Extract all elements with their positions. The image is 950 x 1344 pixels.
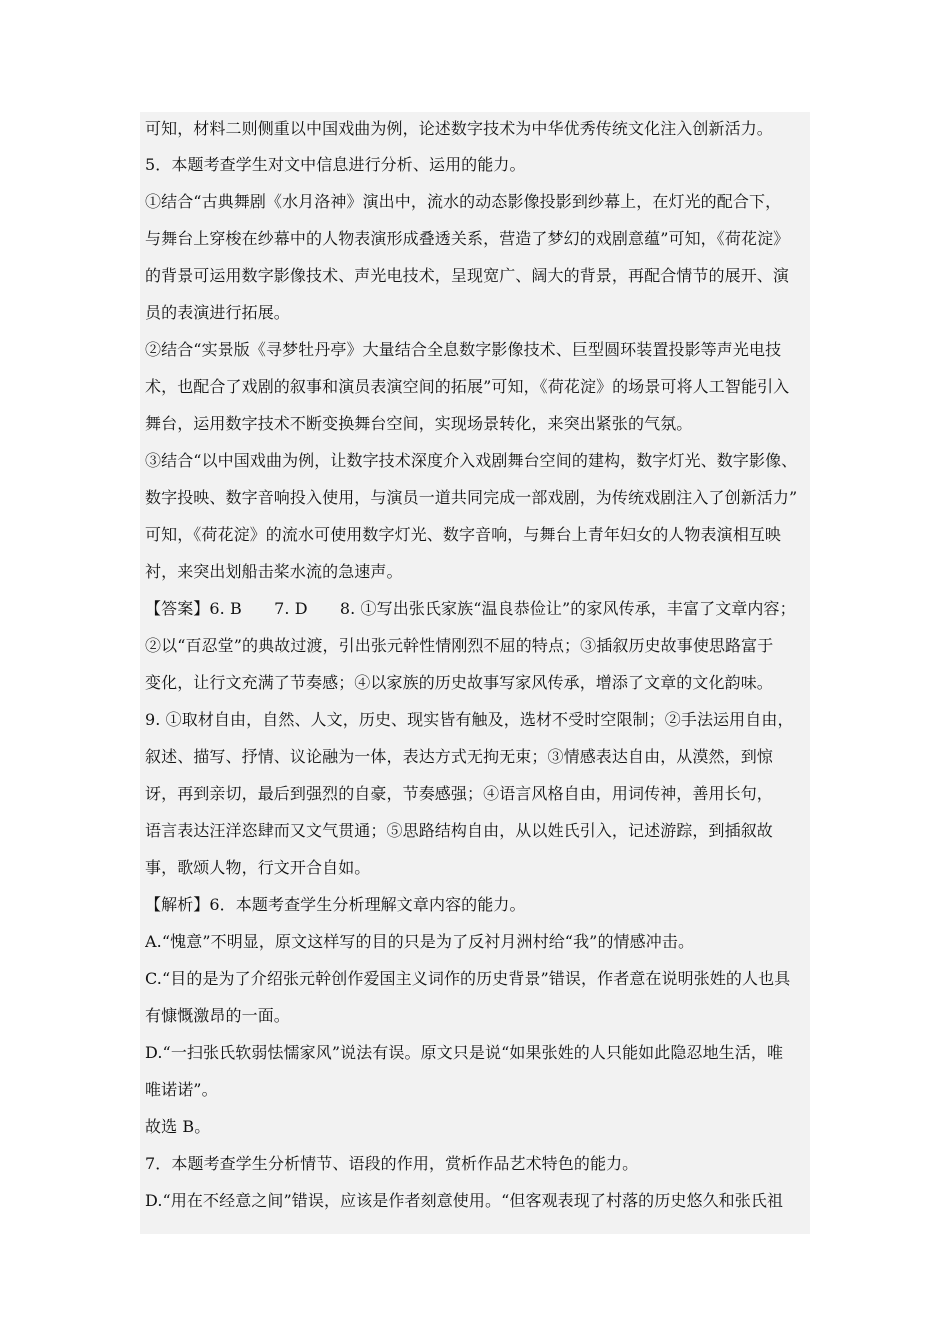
text-line: 衬，来突出划船击桨水流的急速声。 [145,562,403,581]
text-line: 唯诺诺”。 [145,1080,218,1099]
answer-analysis-text-block [140,112,810,1234]
text-line: A.“愧意”不明显，原文这样写的目的只是为了反衬月洲村给“我”的情感冲击。 [145,932,695,951]
text-line: 5．本题考查学生对文中信息进行分析、运用的能力。 [145,155,526,174]
text-line: 9. ①取材自由，自然、人文，历史、现实皆有触及，选材不受时空限制；②手法运用自由， [145,710,794,729]
text-line: D.“一扫张氏软弱怯懦家风”说法有误。原文只是说“如果张姓的人只能如此隐忍地生活，唯 [145,1043,784,1062]
text-line: 有慷慨激昂的一面。 [145,1006,290,1025]
text-line: 7．本题考查学生分析情节、语段的作用，赏析作品艺术特色的能力。 [145,1154,639,1173]
text-line: 语言表达汪洋恣肆而又文气贯通；⑤思路结构自由，从以姓氏引入，记述游踪，到插叙故 [145,821,773,840]
text-line: 员的表演进行拓展。 [145,303,290,322]
text-line: 叙述、描写、抒情、议论融为一体，表达方式无拘无束；③情感表达自由，从漠然，到惊 [145,747,773,766]
text-line: 讶，再到亲切，最后到强烈的自豪，节奏感强；④语言风格自由，用词传神，善用长句， [145,784,773,803]
text-line: C.“目的是为了介绍张元幹创作爱国主义词作的历史背景”错误，作者意在说明张姓的人也具 [145,969,791,988]
text-line: ②以“百忍堂”的典故过渡，引出张元幹性情刚烈不屈的特点；③插叙历史故事使思路富于 [145,636,774,655]
text-line: 可知，材料二则侧重以中国戏曲为例，论述数字技术为中华优秀传统文化注入创新活力。 [145,119,773,138]
text-line: 可知，《荷花淀》的流水可使用数字灯光、数字音响，与舞台上青年妇女的人物表演相互映 [145,525,782,544]
text-line: 【答案】6. B 7. D 8. ①写出张氏家族“温良恭俭让”的家风传承，丰富了文章内容； [145,599,796,618]
text-line: 故选 B。 [145,1117,211,1136]
text-line: 与舞台上穿梭在纱幕中的人物表演形成叠透关系，营造了梦幻的戏剧意蕴”可知，《荷花淀》 [145,229,790,248]
text-line: 术，也配合了戏剧的叙事和演员表演空间的拓展”可知，《荷花淀》的场景可将人工智能引入 [145,377,790,396]
text-line: D.“用在不经意之间”错误，应该是作者刻意使用。“但客观表现了村落的历史悠久和张氏祖 [145,1191,784,1210]
text-line: 舞台，运用数字技术不断变换舞台空间，实现场景转化，来突出紧张的气氛。 [145,414,693,433]
text-line: ①结合“古典舞剧《水月洛神》演出中，流水的动态影像投影到纱幕上，在灯光的配合下， [145,192,782,211]
text-line: ②结合“实景版《寻梦牡丹亭》大量结合全息数字影像技术、巨型圆环装置投影等声光电技 [145,340,782,359]
text-line: 变化，让行文充满了节奏感；④以家族的历史故事写家风传承，增添了文章的文化韵味。 [145,673,773,692]
text-line: 【解析】6．本题考查学生分析理解文章内容的能力。 [145,895,526,914]
text-line: 的背景可运用数字影像技术、声光电技术，呈现宽广、阔大的背景，再配合情节的展开、演 [145,266,790,285]
text-line: 数字投映、数字音响投入使用，与演员一道共同完成一部戏剧，为传统戏剧注入了创新活力” [145,488,798,507]
text-line: 事，歌颂人物，行文开合自如。 [145,858,371,877]
text-line: ③结合“以中国戏曲为例，让数字技术深度介入戏剧舞台空间的建构，数字灯光、数字影像、 [145,451,798,470]
